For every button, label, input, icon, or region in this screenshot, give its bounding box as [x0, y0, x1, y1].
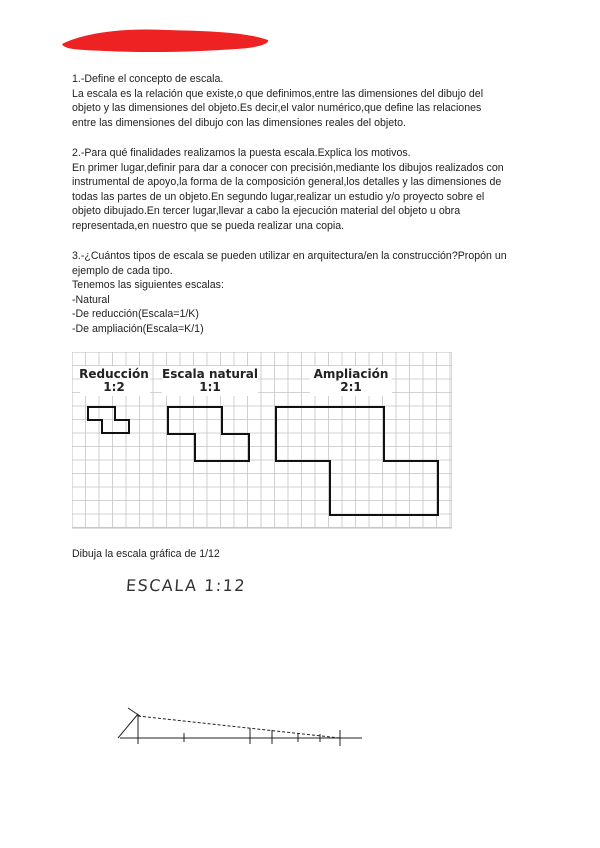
reduction-title: Reducción	[79, 367, 149, 381]
handwritten-scale-title: ESCALA 1:12	[125, 576, 247, 595]
reduction-ratio: 1:2	[103, 380, 125, 394]
question-3-answer-line: -De ampliación(Escala=K/1)	[72, 322, 204, 335]
reduction-shape	[88, 407, 129, 433]
question-1-answer-line: objeto y las dimensiones del objeto.Es decir,el valor numérico,que define las relaciones	[72, 102, 482, 115]
question-2-answer-line: objeto dibujado.En tercer lugar,llevar a cabo la ejecución material del objeto u obra	[72, 205, 461, 218]
scale-comparison-figure	[72, 352, 452, 530]
scale-construction-line	[118, 714, 138, 738]
graphic-scale-drawing	[110, 700, 370, 748]
question-1-answer-line: La escala es la relación que existe,o que definimos,entre las dimensiones del dibujo del	[72, 87, 484, 100]
question-3-title-line: ejemplo de cada tipo.	[72, 264, 173, 277]
question-2-answer-line: instrumental de apoyo,la forma de la composición general,los detalles y las dimensiones de	[72, 176, 502, 189]
question-2	[72, 146, 542, 234]
question-3-answer-line: -De reducción(Escala=1/K)	[72, 308, 199, 321]
scale-diagonal	[138, 716, 340, 738]
question-2-answer-line: todas las partes de un objeto.En segundo lugar,realizar un estudio y/o proyecto sobre el	[72, 190, 485, 203]
natural-ratio: 1:1	[199, 380, 221, 394]
question-3	[72, 249, 542, 337]
amplification-title: Ampliación	[313, 367, 389, 381]
question-2-answer-line: En primer lugar,definir para dar a conocer con precisión,mediante los dibujos realizados con	[72, 161, 504, 174]
redaction-mark	[56, 22, 276, 58]
question-2-answer-line: representada,en nuestro que se pueda realizar una copia.	[72, 219, 345, 232]
natural-title: Escala natural	[162, 367, 258, 381]
question-3-answer-line: -Natural	[72, 293, 110, 306]
question-1	[72, 72, 542, 130]
question-3-answer-line: Tenemos las siguientes escalas:	[72, 279, 224, 292]
question-1-title: 1.-Define el concepto de escala.	[72, 73, 224, 85]
amplification-shape	[276, 407, 438, 515]
question-2-title: 2.-Para qué finalidades realizamos la puesta escala.Explica los motivos.	[72, 147, 411, 159]
question-1-answer-line: entre las dimensiones del dibujo con las dimensiones reales del objeto.	[72, 116, 406, 129]
question-3-title-line: 3.-¿Cuántos tipos de escala se pueden utilizar en arquitectura/en la construcción?Propón un	[72, 250, 507, 262]
amplification-ratio: 2:1	[340, 380, 362, 394]
question-4-prompt: Dibuja la escala gráfica de 1/12	[72, 548, 220, 560]
